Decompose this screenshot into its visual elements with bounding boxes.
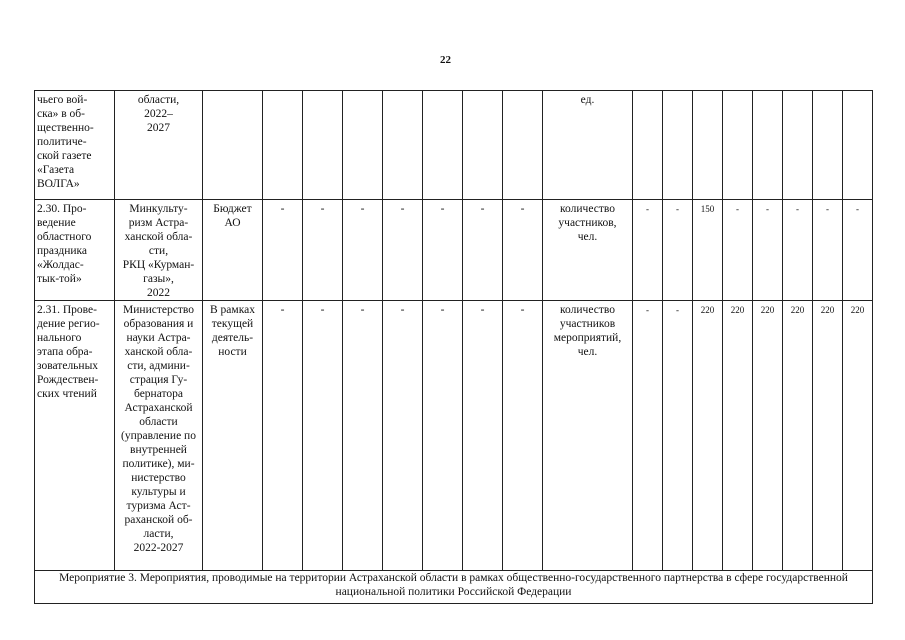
table-row <box>35 91 873 200</box>
cost-cell: - <box>503 200 543 301</box>
measure-name-cell: 2.31. Прове- дение регио- нального этапа обра- зовательных Рождествен- ских чтений <box>35 301 115 571</box>
indicator-value-cell: 150 <box>693 200 723 301</box>
indicator-value-cell: 220 <box>813 301 843 571</box>
indicator-cell: количество участников мероприятий, чел. <box>543 301 633 571</box>
indicator-value-cell <box>753 91 783 200</box>
cost-cell: - <box>343 200 383 301</box>
executor-cell: Минкульту- ризм Астра- ханской обла- сти, РКЦ «Курман- газы», 2022 <box>115 200 203 301</box>
executor-cell: Министерство образования и науки Астра- ханской обла- сти, админи- страция Гу- бернатора Астраханской области (управление по внутренней политике), ми- нистерство культуры и туризма Аст- раханской об- ласти, 2022-2027 <box>115 301 203 571</box>
indicator-value-cell: - <box>843 200 873 301</box>
indicator-value-cell <box>783 91 813 200</box>
cost-cell: - <box>503 301 543 571</box>
indicator-value-cell: 220 <box>693 301 723 571</box>
measure-name-cell: 2.30. Про- ведение областного праздника «Жолдас- тык-той» <box>35 200 115 301</box>
indicator-value-cell: - <box>633 301 663 571</box>
cost-cell: - <box>463 301 503 571</box>
indicator-cell: количество участников, чел. <box>543 200 633 301</box>
cost-cell: - <box>463 200 503 301</box>
indicator-value-cell <box>693 91 723 200</box>
section-heading-cell: Мероприятие 3. Мероприятия, проводимые на территории Астраханской области в рамках общественно-государственного партнерства в сфере государственной национальной политики Российской Федерации <box>35 571 873 604</box>
cost-cell <box>383 91 423 200</box>
cost-cell: - <box>343 301 383 571</box>
indicator-value-cell <box>723 91 753 200</box>
indicator-value-cell: - <box>663 200 693 301</box>
funding-source-cell <box>203 91 263 200</box>
indicator-value-cell <box>813 91 843 200</box>
program-table <box>34 90 873 604</box>
table-row <box>35 301 873 571</box>
measure-name-cell: чьего вой- ска» в об- щественно- политиче- ской газете «Газета ВОЛГА» <box>35 91 115 200</box>
cost-cell: - <box>303 301 343 571</box>
funding-source-cell: Бюджет АО <box>203 200 263 301</box>
cost-cell <box>423 91 463 200</box>
indicator-value-cell: 220 <box>783 301 813 571</box>
cost-cell <box>503 91 543 200</box>
cost-cell <box>463 91 503 200</box>
cost-cell: - <box>423 200 463 301</box>
indicator-value-cell: - <box>633 200 663 301</box>
indicator-value-cell <box>843 91 873 200</box>
indicator-cell: ед. <box>543 91 633 200</box>
indicator-value-cell: - <box>783 200 813 301</box>
indicator-value-cell <box>663 91 693 200</box>
cost-cell: - <box>383 301 423 571</box>
cost-cell <box>263 91 303 200</box>
indicator-value-cell: - <box>723 200 753 301</box>
indicator-value-cell: - <box>813 200 843 301</box>
funding-source-cell: В рамках текущей деятель- ности <box>203 301 263 571</box>
cost-cell <box>343 91 383 200</box>
cost-cell: - <box>303 200 343 301</box>
cost-cell <box>303 91 343 200</box>
indicator-value-cell: 220 <box>753 301 783 571</box>
indicator-value-cell <box>633 91 663 200</box>
executor-cell: области, 2022– 2027 <box>115 91 203 200</box>
cost-cell: - <box>383 200 423 301</box>
indicator-value-cell: 220 <box>843 301 873 571</box>
indicator-value-cell: 220 <box>723 301 753 571</box>
table-row <box>35 200 873 301</box>
indicator-value-cell: - <box>753 200 783 301</box>
cost-cell: - <box>263 200 303 301</box>
indicator-value-cell: - <box>663 301 693 571</box>
cost-cell: - <box>423 301 463 571</box>
table-row <box>35 571 873 604</box>
cost-cell: - <box>263 301 303 571</box>
page-number: 22 <box>440 54 451 66</box>
